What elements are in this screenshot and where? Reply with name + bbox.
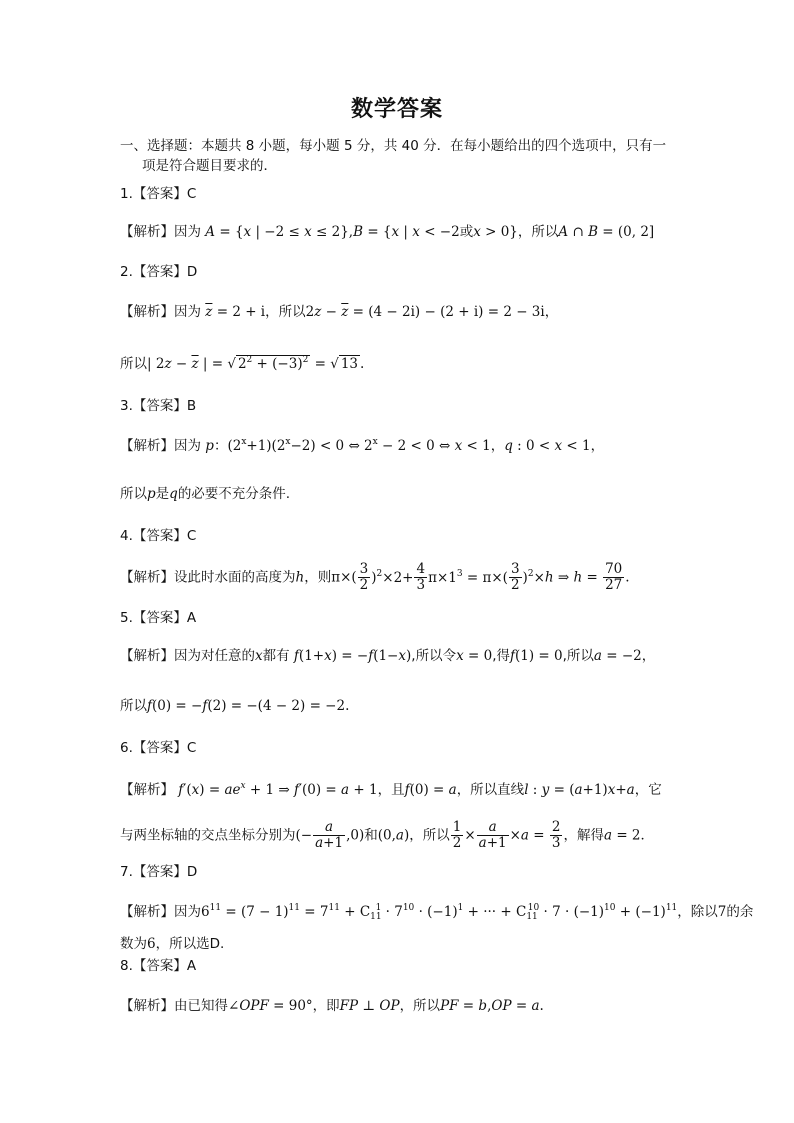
answer-label-2: 2.【答案】D: [120, 264, 198, 280]
answer-label-6: 6.【答案】C: [120, 740, 197, 756]
solution-1: 【解析】因为 A = {x | −2 ≤ x ≤ 2},B = {x | x < −2或x > 0}，所以A ∩ B = (0, 2]: [120, 224, 655, 240]
solution-5-line1: 【解析】因为对任意的x都有 f(1+x) = −f(1−x),所以令x = 0,得f(1) = 0,所以a = −2，: [120, 648, 656, 664]
solution-7-line1: 【解析】因为$6^{11} = (7 - 1)^{11} = 7^{11} + C_{11}^1 \cdot 7^{10} \cdot (-1)^1$ + ··· + $C_{11}^{10} \cdot 7 \cdot (-1)^{10} + (-1)^{11}$，除以7的余: [120, 903, 754, 922]
solution-8: 【解析】由已知得∠OPF = 90°，即FP ⊥ OP，所以PF = b,OP = a.: [120, 998, 544, 1014]
page-title: 数学答案: [350, 97, 443, 122]
answer-label-4: 4.【答案】C: [120, 528, 197, 544]
answer-label-8: 8.【答案】A: [120, 958, 197, 974]
solution-6-line1: 【解析】 $f'(x) = ae^x + 1$ ⇒ f′(0) = a + 1，且f(0) = a，所以直线l : y = (a+1)x+a，它: [120, 781, 662, 798]
section-heading-line2: 项是符合题目要求的．: [142, 158, 277, 174]
section-heading-line1: 一、选择题：本题共 8 小题，每小题 5 分，共 40 分．在每小题给出的四个选项中，只有一: [120, 138, 667, 154]
solution-2-line1: 【解析】因为 $\overline{z} = 2 + i$，所以$2z - \overline{z} = (4 - 2i) - (2 + i) = 2 - 3i$，: [120, 304, 559, 320]
solution-5-line2: 所以f(0) = −f(2) = −(4 − 2) = −2.: [120, 698, 350, 714]
solution-3-line1: 【解析】因为 p：$(2^x+1)(2^x-2) < 0$ ⇔ $2^x - 2 < 0$ ⇔ x < 1，q : 0 < x < 1，: [120, 437, 605, 454]
solution-3-line2: 所以p是q的必要不充分条件.: [120, 486, 291, 502]
answer-label-3: 3.【答案】B: [120, 398, 197, 414]
answer-label-1: 1.【答案】C: [120, 186, 197, 202]
answer-label-7: 7.【答案】D: [120, 864, 198, 880]
solution-2-line2: 所以| $2z - \overline{z}$ | = √ $2^2 + (-3)^2$ = √ 13 .: [120, 355, 365, 372]
section-heading: [120, 136, 676, 176]
solution-7-line2: 数为6，所以选D.: [120, 936, 225, 952]
answer-label-5: 5.【答案】A: [120, 610, 197, 626]
solution-4: 【解析】设此时水面的高度为h，则π×( $\frac{3}{2}$ )$^2$×2+ $\frac{4}{3}$ $\pi\times 1^3 = \pi\times$( $\frac{3}{2}$ )$^2$×h ⇒ h = $\frac{70}{27}$ .: [120, 561, 630, 593]
solution-6-line2: 与两坐标轴的交点坐标分别为(− $\frac{a}{a+1}$ ,0)和(0,a)，所以 $\frac{1}{2}$ × $\frac{a}{a+1}$ ×a = $\frac{2}{3}$ ，解得a = 2．: [120, 819, 655, 851]
